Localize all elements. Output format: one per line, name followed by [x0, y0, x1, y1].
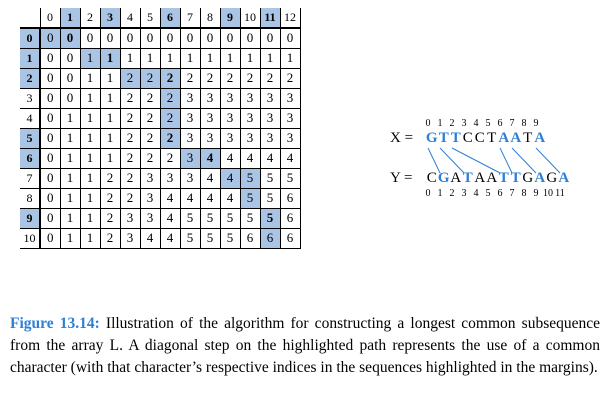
table-cell: 1 — [80, 208, 100, 228]
table-cell: 0 — [40, 168, 60, 188]
table-cell: 5 — [200, 228, 220, 248]
table-cell: 4 — [180, 188, 200, 208]
table-cell: 2 — [120, 168, 140, 188]
x-char: A — [510, 130, 522, 146]
table-cell: 4 — [140, 228, 160, 248]
table-cell: 3 — [200, 128, 220, 148]
x-index: 9 — [533, 118, 539, 129]
table-cell: 2 — [120, 148, 140, 168]
table-cell: 2 — [160, 68, 180, 88]
table-cell: 1 — [120, 48, 140, 68]
table-cell: 2 — [100, 228, 120, 248]
table-cell: 5 — [240, 188, 260, 208]
table-cell: 2 — [200, 68, 220, 88]
table-cell: 1 — [80, 48, 100, 68]
table-cell: 2 — [160, 148, 180, 168]
table-cell: 4 — [200, 148, 220, 168]
y-char: T — [510, 170, 521, 186]
table-row — [20, 148, 300, 168]
x-char: T — [438, 130, 449, 146]
table-cell: 4 — [200, 188, 220, 208]
table-cell: 4 — [220, 168, 240, 188]
table-cell: 3 — [220, 88, 240, 108]
table-cell: 5 — [260, 188, 280, 208]
table-cell: 0 — [40, 48, 60, 68]
x-char: C — [474, 130, 485, 146]
table-cell: 3 — [180, 88, 200, 108]
figure-caption — [10, 313, 600, 379]
y-index: 3 — [461, 188, 467, 199]
table-cell: 1 — [100, 108, 120, 128]
x-index-row — [422, 118, 542, 129]
row-index-9: 9 — [20, 208, 40, 228]
table-cell: 2 — [100, 168, 120, 188]
table-cell: 1 — [100, 88, 120, 108]
x-index: 1 — [437, 118, 443, 129]
table-cell: 3 — [220, 128, 240, 148]
y-index: 7 — [509, 188, 515, 199]
table-cell: 0 — [180, 28, 200, 48]
table-cell: 3 — [140, 168, 160, 188]
table-cell: 6 — [260, 228, 280, 248]
table-cell: 0 — [40, 148, 60, 168]
table-cell: 1 — [140, 48, 160, 68]
table-cell: 4 — [200, 168, 220, 188]
table-cell: 2 — [180, 68, 200, 88]
column-index-2: 2 — [80, 8, 100, 28]
table-cell: 4 — [220, 188, 240, 208]
y-char: A — [534, 170, 546, 186]
table-cell: 2 — [140, 68, 160, 88]
x-char: T — [523, 130, 533, 146]
table-cell: 2 — [280, 68, 300, 88]
x-index: 6 — [497, 118, 503, 129]
y-char: C — [426, 170, 437, 186]
table-cell: 1 — [200, 48, 220, 68]
column-index-3: 3 — [100, 8, 120, 28]
table-cell: 0 — [40, 228, 60, 248]
table-cell: 3 — [180, 148, 200, 168]
column-index-4: 4 — [120, 8, 140, 28]
table-cell: 3 — [200, 88, 220, 108]
table-cell: 0 — [280, 28, 300, 48]
table-row — [20, 168, 300, 188]
table-cell: 2 — [140, 88, 160, 108]
table-row — [20, 28, 300, 48]
table-cell: 1 — [240, 48, 260, 68]
table-row — [20, 208, 300, 228]
table-cell: 4 — [160, 208, 180, 228]
y-char: A — [558, 170, 570, 186]
table-cell: 3 — [220, 108, 240, 128]
table-cell: 1 — [160, 48, 180, 68]
table-cell: 4 — [220, 148, 240, 168]
caption-text: Illustration of the algorithm for constructing a longest common subsequence from the array L. A diagonal step on the highlighted path represents the use of a common character (with that character’s respective indices in the sequences highlighted in the margins). — [10, 315, 600, 376]
x-index: 7 — [509, 118, 515, 129]
x-index: 2 — [449, 118, 455, 129]
table-cell: 0 — [240, 28, 260, 48]
table-cell: 1 — [60, 228, 80, 248]
table-cell: 0 — [160, 28, 180, 48]
table-cell: 2 — [240, 68, 260, 88]
x-index: 3 — [461, 118, 467, 129]
table-cell: 1 — [260, 48, 280, 68]
table-cell: 2 — [100, 208, 120, 228]
table-cell: 1 — [60, 208, 80, 228]
table-cell: 3 — [280, 128, 300, 148]
table-cell: 0 — [40, 88, 60, 108]
table-cell: 3 — [180, 128, 200, 148]
table-cell: 1 — [80, 188, 100, 208]
table-cell: 5 — [200, 208, 220, 228]
table-cell: 4 — [160, 228, 180, 248]
table-cell: 6 — [280, 188, 300, 208]
y-index: 8 — [521, 188, 527, 199]
table-row — [20, 108, 300, 128]
column-index-11: 11 — [260, 8, 280, 28]
y-char: T — [498, 170, 509, 186]
x-index: 5 — [485, 118, 491, 129]
column-index-12: 12 — [280, 8, 300, 28]
table-cell: 2 — [220, 68, 240, 88]
caption-label: Figure 13.14: — [10, 315, 100, 332]
table-cell: 0 — [60, 88, 80, 108]
table-cell: 3 — [240, 88, 260, 108]
table-cell: 1 — [180, 48, 200, 68]
table-cell: 5 — [180, 208, 200, 228]
table-cell: 4 — [260, 148, 280, 168]
row-index-1: 1 — [20, 48, 40, 68]
table-cell: 2 — [160, 88, 180, 108]
table-row — [20, 228, 300, 248]
table-cell: 3 — [260, 88, 280, 108]
table-cell: 1 — [80, 68, 100, 88]
table-cell: 3 — [140, 188, 160, 208]
row-index-4: 4 — [20, 108, 40, 128]
table-cell: 1 — [60, 108, 80, 128]
table-cell: 6 — [280, 208, 300, 228]
column-index-8: 8 — [200, 8, 220, 28]
y-index: 6 — [497, 188, 503, 199]
table-cell: 1 — [60, 128, 80, 148]
table-cell: 2 — [140, 108, 160, 128]
x-char: T — [450, 130, 461, 146]
table-cell: 0 — [40, 208, 60, 228]
table-row — [20, 68, 300, 88]
x-char: T — [487, 130, 497, 146]
table-cell: 2 — [120, 188, 140, 208]
y-index: 2 — [449, 188, 455, 199]
table-cell: 3 — [240, 128, 260, 148]
column-index-0: 0 — [40, 8, 60, 28]
column-index-5: 5 — [140, 8, 160, 28]
column-index-1: 1 — [60, 8, 80, 28]
table-cell: 6 — [280, 228, 300, 248]
table-cell: 3 — [260, 108, 280, 128]
table-cell: 0 — [60, 48, 80, 68]
table-cell: 1 — [100, 48, 120, 68]
table-cell: 5 — [180, 228, 200, 248]
lcs-array-table — [20, 8, 301, 249]
row-index-2: 2 — [20, 68, 40, 88]
table-cell: 0 — [100, 28, 120, 48]
y-char: A — [450, 170, 462, 186]
table-cell: 5 — [220, 208, 240, 228]
table-cell: 2 — [260, 68, 280, 88]
table-cell: 4 — [280, 148, 300, 168]
table-cell: 2 — [160, 108, 180, 128]
x-char: A — [498, 130, 510, 146]
x-char: A — [534, 130, 546, 146]
x-index: 8 — [521, 118, 527, 129]
table-cell: 1 — [80, 228, 100, 248]
table-cell: 0 — [60, 28, 80, 48]
table-cell: 0 — [40, 28, 60, 48]
y-char: G — [437, 170, 450, 186]
table-cell: 0 — [140, 28, 160, 48]
sequence-y-prefix: Y = — [390, 170, 413, 186]
table-cell: 5 — [260, 208, 280, 228]
row-index-3: 3 — [20, 88, 40, 108]
table-cell: 1 — [80, 108, 100, 128]
table-cell: 1 — [100, 68, 120, 88]
row-index-6: 6 — [20, 148, 40, 168]
x-char: C — [462, 130, 473, 146]
table-cell: 1 — [280, 48, 300, 68]
table-cell: 0 — [60, 68, 80, 88]
table-cell: 1 — [100, 148, 120, 168]
y-index: 10 — [543, 188, 553, 199]
table-cell: 0 — [40, 188, 60, 208]
table-cell: 1 — [80, 88, 100, 108]
column-index-6: 6 — [160, 8, 180, 28]
column-index-10: 10 — [240, 8, 260, 28]
table-cell: 1 — [80, 128, 100, 148]
table-cell: 2 — [100, 188, 120, 208]
y-char: A — [474, 170, 486, 186]
table-cell: 0 — [220, 28, 240, 48]
table-cell: 1 — [60, 148, 80, 168]
y-index-row — [422, 188, 566, 199]
sequence-alignment-diagram — [390, 118, 605, 198]
y-char: A — [486, 170, 498, 186]
table-cell: 5 — [220, 228, 240, 248]
table-cell: 0 — [120, 28, 140, 48]
y-index: 11 — [555, 188, 565, 199]
table-cell: 4 — [160, 188, 180, 208]
table-cell: 1 — [80, 148, 100, 168]
table-cell: 0 — [40, 128, 60, 148]
table-cell: 1 — [220, 48, 240, 68]
table-cell: 0 — [200, 28, 220, 48]
table-cell: 5 — [240, 208, 260, 228]
table-cell: 0 — [260, 28, 280, 48]
sequence-y — [390, 170, 570, 187]
table-cell: 1 — [80, 168, 100, 188]
table-cell: 2 — [120, 68, 140, 88]
y-index: 9 — [533, 188, 539, 199]
table-row — [20, 128, 300, 148]
table-cell: 0 — [40, 68, 60, 88]
table-cell: 3 — [180, 108, 200, 128]
table-cell: 3 — [180, 168, 200, 188]
row-index-0: 0 — [20, 28, 40, 48]
y-char: G — [546, 170, 558, 186]
y-char: G — [522, 170, 534, 186]
table-cell: 3 — [280, 108, 300, 128]
y-index: 1 — [437, 188, 443, 199]
table-cell: 2 — [140, 128, 160, 148]
row-index-7: 7 — [20, 168, 40, 188]
table-cell: 4 — [240, 148, 260, 168]
y-index: 0 — [425, 188, 431, 199]
table-cell: 3 — [120, 228, 140, 248]
table-cell: 0 — [80, 28, 100, 48]
table-cell: 1 — [60, 188, 80, 208]
table-cell: 2 — [120, 128, 140, 148]
table-row — [20, 48, 300, 68]
table-cell: 5 — [240, 168, 260, 188]
row-index-5: 5 — [20, 128, 40, 148]
table-cell: 1 — [60, 168, 80, 188]
table-cell: 2 — [120, 88, 140, 108]
x-index: 4 — [473, 118, 479, 129]
column-index-9: 9 — [220, 8, 240, 28]
row-index-8: 8 — [20, 188, 40, 208]
table-row — [20, 188, 300, 208]
table-cell: 3 — [200, 108, 220, 128]
sequence-x-prefix: X = — [390, 130, 414, 146]
row-index-10: 10 — [20, 228, 40, 248]
x-char: G — [425, 130, 438, 146]
table-cell: 3 — [260, 128, 280, 148]
table-corner — [20, 8, 40, 28]
y-char: T — [462, 170, 473, 186]
table-cell: 3 — [140, 208, 160, 228]
column-header-row — [20, 8, 300, 28]
table-cell: 5 — [280, 168, 300, 188]
table-cell: 2 — [120, 108, 140, 128]
table-cell: 3 — [240, 108, 260, 128]
table-cell: 3 — [280, 88, 300, 108]
table-cell: 3 — [120, 208, 140, 228]
table-cell: 3 — [160, 168, 180, 188]
y-index: 4 — [473, 188, 479, 199]
table-cell: 5 — [260, 168, 280, 188]
table-cell: 1 — [100, 128, 120, 148]
y-index: 5 — [485, 188, 491, 199]
table-cell: 0 — [40, 108, 60, 128]
table-cell: 2 — [140, 148, 160, 168]
table-cell: 2 — [160, 128, 180, 148]
x-index: 0 — [425, 118, 431, 129]
table-row — [20, 88, 300, 108]
sequence-x — [390, 130, 546, 147]
table-cell: 6 — [240, 228, 260, 248]
column-index-7: 7 — [180, 8, 200, 28]
